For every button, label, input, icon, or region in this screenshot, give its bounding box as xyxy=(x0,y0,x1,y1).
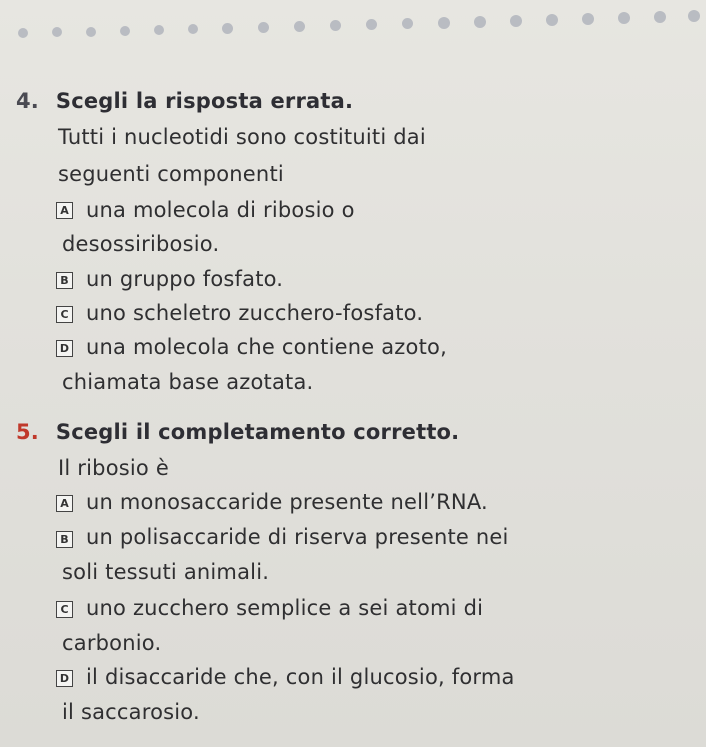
dot xyxy=(546,14,558,26)
dot xyxy=(258,22,269,33)
question-title: Scegli il completamento corretto. xyxy=(55,420,460,444)
dot xyxy=(618,12,630,24)
option-text: un polisaccaride di riserva presente nei xyxy=(86,525,509,549)
question-number: 4. xyxy=(16,89,39,113)
option-letter-box[interactable]: A xyxy=(56,495,73,512)
option-text: un monosaccaride presente nell’RNA. xyxy=(86,490,488,514)
decorative-dot-row xyxy=(12,20,702,60)
option-letter-box[interactable]: B xyxy=(56,531,73,548)
option-text: uno zucchero semplice a sei atomi di xyxy=(86,596,484,620)
dot xyxy=(654,11,666,23)
dot xyxy=(510,15,522,27)
option-text: uno scheletro zucchero-fosfato. xyxy=(86,301,424,325)
dot xyxy=(402,18,413,29)
option-text: una molecola di ribosio o xyxy=(86,198,355,222)
question-number: 5. xyxy=(16,420,39,444)
dot xyxy=(188,24,198,34)
dot xyxy=(120,26,130,36)
option-letter-box[interactable]: C xyxy=(56,306,73,323)
dot xyxy=(52,27,62,37)
dot xyxy=(438,17,450,29)
dot xyxy=(222,23,233,34)
question-title: Scegli la risposta errata. xyxy=(55,89,354,113)
dot xyxy=(154,25,164,35)
question-stem-line: Il ribosio è xyxy=(58,456,169,480)
option-letter-box[interactable]: B xyxy=(56,272,73,289)
dot xyxy=(366,19,377,30)
option-text: chiamata base azotata. xyxy=(62,370,314,394)
option-letter-box[interactable]: C xyxy=(56,601,73,618)
question-5-header xyxy=(16,419,459,445)
option-text: una molecola che contiene azoto, xyxy=(86,335,447,359)
dot xyxy=(688,10,700,22)
question-4-header xyxy=(16,88,353,114)
option-text: soli tessuti animali. xyxy=(62,560,270,584)
dot xyxy=(474,16,486,28)
question-stem-line: seguenti componenti xyxy=(58,162,284,186)
dot xyxy=(294,21,305,32)
option-text: un gruppo fosfato. xyxy=(86,267,284,291)
dot xyxy=(18,28,28,38)
question-stem-line: Tutti i nucleotidi sono costituiti dai xyxy=(58,125,426,149)
option-text: desossiribosio. xyxy=(62,232,220,256)
option-letter-box[interactable]: D xyxy=(56,340,73,357)
dot xyxy=(330,20,341,31)
option-text: il saccarosio. xyxy=(62,700,200,724)
option-letter-box[interactable]: A xyxy=(56,202,73,219)
dot xyxy=(86,27,96,37)
dot xyxy=(582,13,594,25)
option-text: il disaccaride che, con il glucosio, forma xyxy=(86,665,515,689)
option-letter-box[interactable]: D xyxy=(56,670,73,687)
option-text: carbonio. xyxy=(62,631,162,655)
